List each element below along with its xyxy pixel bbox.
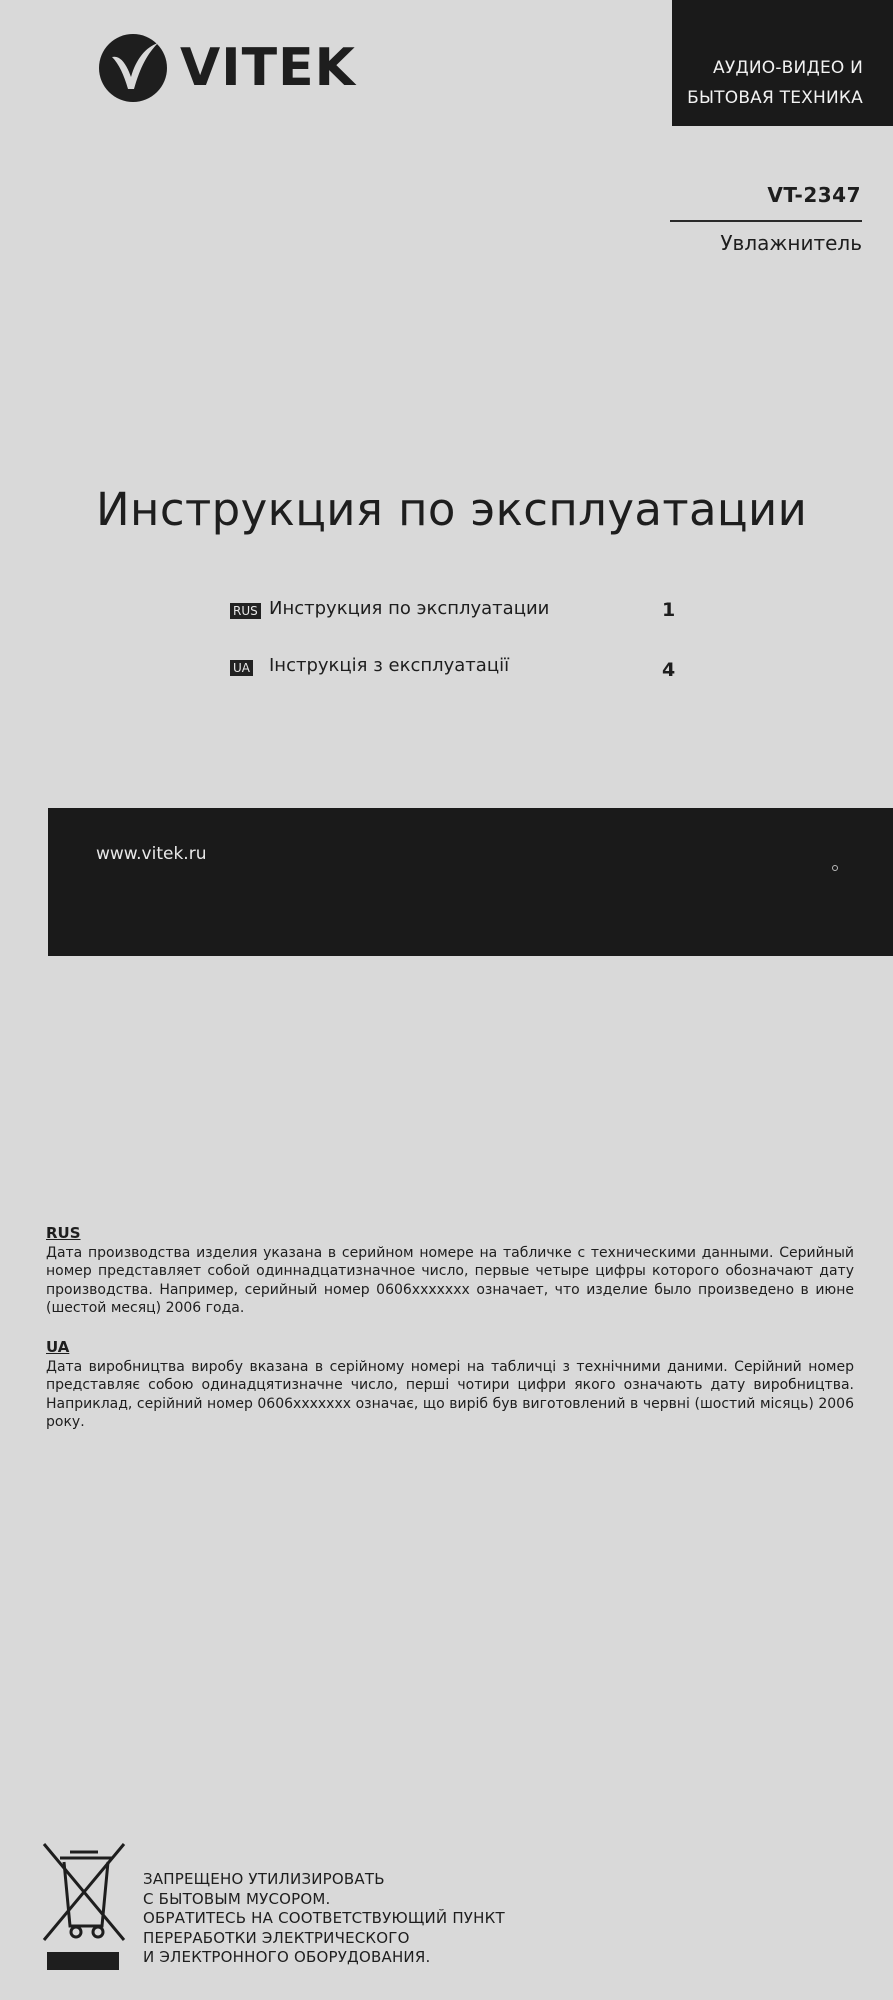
notice-text: Дата производства изделия указана в серийном номере на табличке с техническими данными. Серийный номер представляет собой одиннадцатизначное число, первые четыре цифры которого обозначают дату производства. Например, серийный номер 0606ххххххх означает, что изделие было произведено в июне (шестой месяц) 2006 года. [46,1244,854,1316]
notice-ua [46,1338,854,1432]
disposal-line: ЗАПРЕЩЕНО УТИЛИЗИРОВАТЬ [143,1870,385,1888]
website-link[interactable]: www.vitek.ru [96,844,207,864]
vitek-logo [98,32,398,104]
notice-rus [46,1224,854,1318]
category-line-1: АУДИО-ВИДЕО И [712,58,863,78]
disposal-line: И ЭЛЕКТРОННОГО ОБОРУДОВАНИЯ. [143,1948,431,1966]
disposal-line: ОБРАТИТЕСЬ НА СООТВЕТСТВУЮЩИЙ ПУНКТ [143,1909,505,1927]
toc-row-ua[interactable] [230,655,680,681]
document-title: Инструкция по эксплуатации [96,483,808,536]
toc-page: 1 [662,599,676,621]
toc-badge: RUS [230,603,261,619]
toc-row-rus[interactable] [230,598,680,624]
toc-label: Инструкция по эксплуатации [269,598,550,619]
notice-text: Дата виробництва виробу вказана в серійному номері на табличці з технічними даними. Серійний номер представляє собою одинадцятизначне число, перші чотири цифри якого означають дату виробництва. Наприклад, серійний номер 0606ххххххх означає, що виріб був виготовлений в червні (шостий місяць) 2006 року. [46,1358,854,1430]
product-name: Увлажнитель [720,231,862,255]
disposal-line: С БЫТОВЫМ МУСОРОМ. [143,1889,331,1908]
model-divider [670,220,862,222]
toc-page: 4 [662,659,676,681]
model-number: VT-2347 [767,183,861,207]
category-box [672,0,893,126]
notice-heading: RUS [46,1224,81,1242]
vitek-logo-icon [98,33,168,103]
notice-heading: UA [46,1338,70,1356]
toc-badge: UA [230,660,253,676]
disposal-line: ПЕРЕРАБОТКИ ЭЛЕКТРИЧЕСКОГО [143,1928,410,1947]
registered-mark [832,865,838,871]
toc-label: Інструкція з експлуатації [269,655,510,676]
brand-name: VITEK [180,38,356,98]
crossed-bin-icon [40,1840,128,1972]
website-band [48,808,893,956]
disposal-notice [143,1870,505,1968]
category-line-2: БЫТОВАЯ ТЕХНИКА [687,88,863,108]
